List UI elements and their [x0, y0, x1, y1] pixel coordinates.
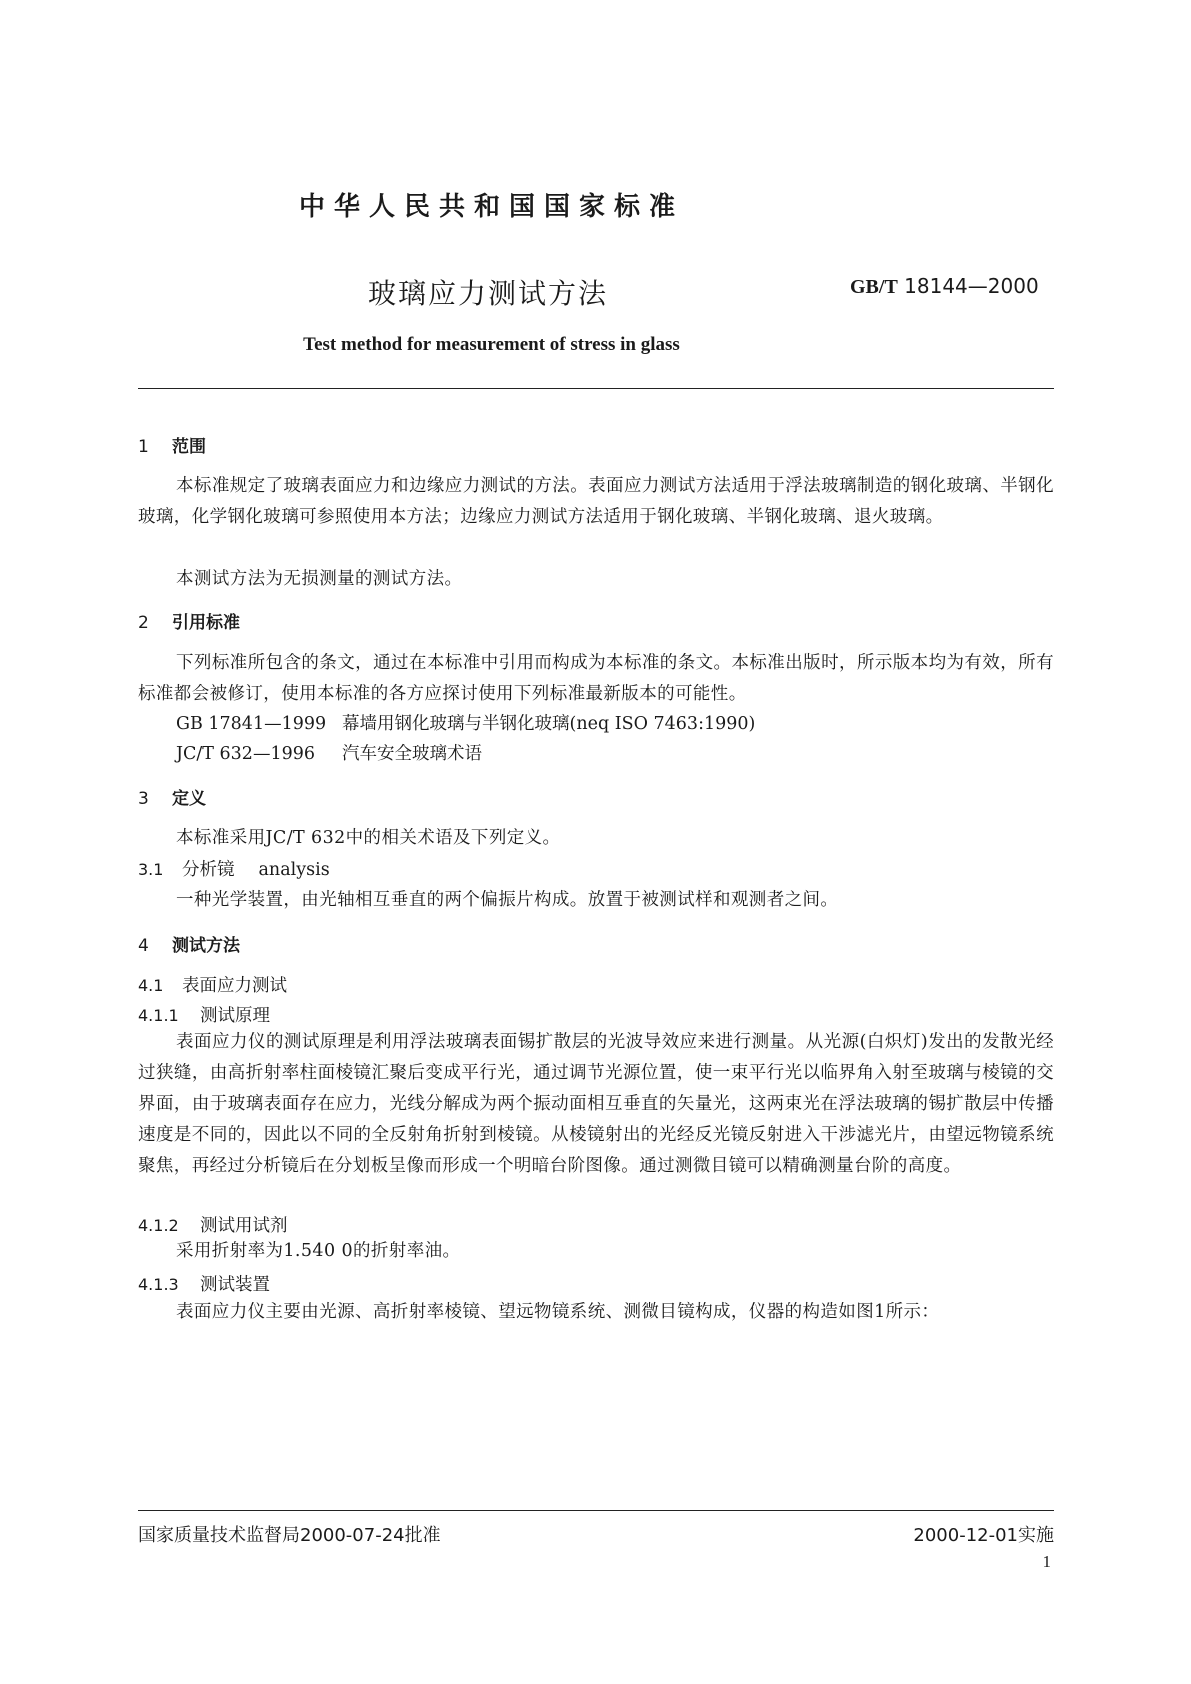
standard-prefix: GB/T: [850, 276, 898, 298]
section-number: 4: [138, 936, 149, 956]
reference-item: [176, 740, 482, 765]
section-1-heading: [138, 432, 206, 457]
section-3-paragraph-1: 本标准采用JC/T 632中的相关术语及下列定义。: [176, 828, 561, 848]
section-4-heading: [138, 931, 240, 956]
subsection-title: 分析镜: [182, 860, 235, 880]
section-title: 测试方法: [172, 936, 240, 956]
subsection-title: 测试装置: [200, 1275, 270, 1295]
approval-line: 国家质量技术监督局2000-07-24批准: [138, 1525, 441, 1546]
standard-number: [850, 274, 1039, 299]
subsection-4-1-3-text: 表面应力仪主要由光源、高折射率棱镜、望远物镜系统、测微目镜构成，仪器的构造如图1所示：: [176, 1302, 940, 1322]
reference-code: GB 17841—1999: [176, 714, 327, 734]
standard-number-value: 18144—2000: [904, 274, 1039, 298]
section-3-heading: [138, 784, 206, 809]
section-title: 引用标准: [172, 613, 240, 633]
section-number: 2: [138, 613, 149, 633]
subsection-number: 3.1: [138, 860, 164, 879]
document-title-cn: 玻璃应力测试方法: [368, 277, 609, 310]
section-title: 范围: [172, 437, 206, 457]
implementation-date: 2000-12-01实施: [913, 1525, 1054, 1546]
subsection-4-1-2-text: 采用折射率为1.540 0的折射率油。: [176, 1241, 461, 1261]
section-title: 定义: [172, 789, 206, 809]
subsection-number: 4.1.3: [138, 1275, 179, 1294]
subsection-4-1-2-heading: [138, 1212, 288, 1237]
subsection-number: 4.1.2: [138, 1216, 179, 1235]
subsection-term-en: analysis: [258, 860, 330, 880]
section-number: 3: [138, 789, 149, 809]
footer-divider: [138, 1510, 1054, 1511]
reference-code: JC/T 632—1996: [176, 744, 315, 764]
subsection-title: 表面应力测试: [182, 976, 287, 996]
subsection-number: 4.1.1: [138, 1006, 179, 1025]
reference-title: 幕墙用钢化玻璃与半钢化玻璃(neq ISO 7463:1990): [342, 714, 756, 734]
national-standard-heading: 中华人民共和国国家标准: [298, 192, 684, 222]
subsection-3-1-text: 一种光学装置，由光轴相互垂直的两个偏振片构成。放置于被测试样和观测者之间。: [176, 890, 839, 910]
subsection-title: 测试原理: [200, 1006, 270, 1026]
subsection-4-1-heading: [138, 972, 287, 997]
section-2-heading: [138, 608, 240, 633]
section-2-paragraph-1: 下列标准所包含的条文，通过在本标准中引用而构成为本标准的条文。本标准出版时，所示版本均为有效，所有标准都会被修订，使用本标准的各方应探讨使用下列标准最新版本的可能性。: [138, 653, 1054, 704]
section-number: 1: [138, 437, 149, 457]
subsection-3-1-heading: [138, 856, 330, 881]
header-divider: [138, 388, 1054, 389]
subsection-4-1-1-text: 表面应力仪的测试原理是利用浮法玻璃表面锡扩散层的光波导效应来进行测量。从光源(白炽灯)发出的发散光经过狭缝，由高折射率柱面棱镜汇聚后变成平行光，通过调节光源位置，使一束平行光以临界角入射至玻璃与棱镜的交界面，由于玻璃表面存在应力，光线分解成为两个振动面相互垂直的矢量光，这两束光在浮法玻璃的锡扩散层中传播速度是不同的，因此以不同的全反射角折射到棱镜。从棱镜射出的光经反光镜反射进入干涉滤光片，由望远物镜系统聚焦，再经过分析镜后在分划板呈像而形成一个明暗台阶图像。通过测微目镜可以精确测量台阶的高度。: [138, 1032, 1054, 1176]
reference-item: [176, 710, 755, 735]
subsection-title: 测试用试剂: [200, 1216, 288, 1236]
subsection-4-1-1-heading: [138, 1002, 270, 1027]
subsection-number: 4.1: [138, 976, 164, 995]
page-number: 1: [1042, 1552, 1051, 1571]
subsection-4-1-3-heading: [138, 1271, 270, 1296]
reference-title: 汽车安全玻璃术语: [342, 744, 482, 764]
section-1-paragraph-2: 本测试方法为无损测量的测试方法。: [176, 569, 463, 589]
document-title-en: Test method for measurement of stress in glass: [303, 334, 680, 355]
section-1-paragraph-1: 本标准规定了玻璃表面应力和边缘应力测试的方法。表面应力测试方法适用于浮法玻璃制造的钢化玻璃、半钢化玻璃，化学钢化玻璃可参照使用本方法；边缘应力测试方法适用于钢化玻璃、半钢化玻璃、退火玻璃。: [138, 476, 1054, 527]
